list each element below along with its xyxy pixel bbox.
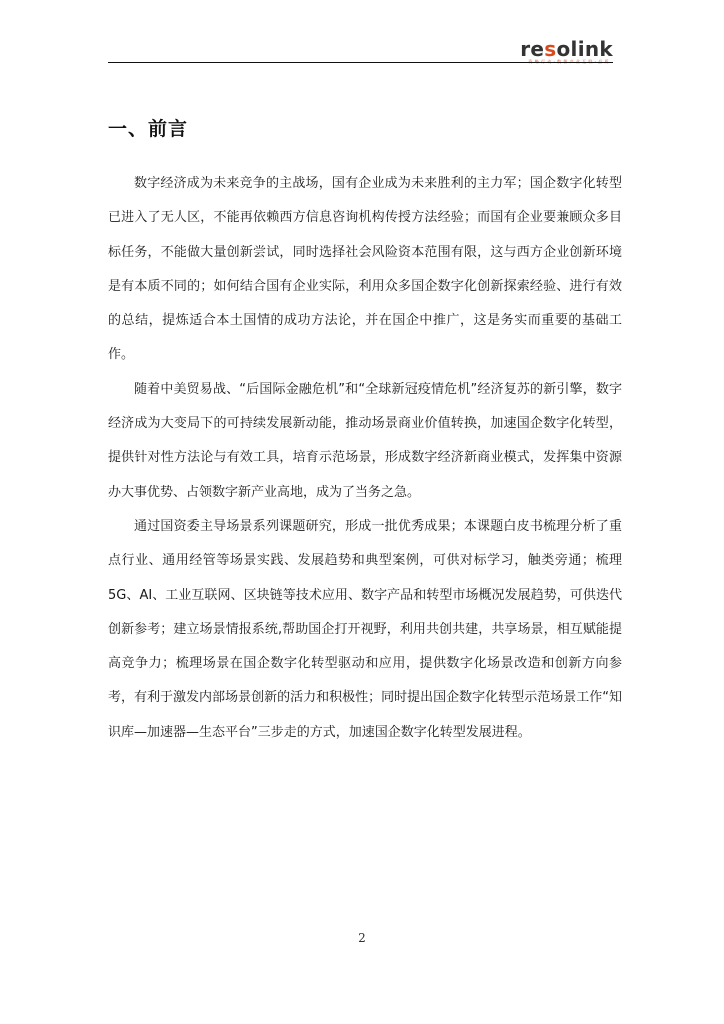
page-number: 2 xyxy=(358,931,366,945)
paragraph-2: 随着中美贸易战、“后国际金融危机”和“全球新冠疫情危机”经济复苏的新引擎，数字经济成为大变局下的可持续发展新动能，推动场景商业价值转换，加速国企数字化转型，提供针对性方法论与有效工具，培育示范场景，形成数字经济新商业模式，发挥集中资源办大事优势、占领数字新产业高地，成为了当务之急。 xyxy=(108,381,622,500)
paragraph-1: 数字经济成为未来竞争的主战场，国有企业成为未来胜利的主力军；国企数字化转型已进入了无人区，不能再依赖西方信息咨询机构传授方法经验；而国有企业要兼顾众多目标任务，不能做大量创新尝试，同时选择社会风险资本范围有限，这与西方企业创新环境是有本质不同的；如何结合国有企业实际，利用众多国企数字化创新探索经验、进行有效的总结，提炼适合本土国情的成功方法论，并在国企中推广，这是务实而重要的基础工作。 xyxy=(108,176,622,363)
paragraph-3: 通过国资委主导场景系列课题研究，形成一批优秀成果；本课题白皮书梳理分析了重点行业、通用经管等场景实践、发展趋势和典型案例，可供对标学习，触类旁通；梳理 5G、AI、工业互联网、区块链等技术应用、数字产品和转型市场概况发展趋势，可供迭代创新参考；建立场景情报系统,帮助国企打开视野，利用共创共建，共享场景，相互赋能提高竞争力；梳理场景在国企数字化转型驱动和应用，提供数字化场景改造和创新方向参考，有利于激发内部场景创新的活力和积极性；同时提出国企数字化转型示范场景工作“知识库—加速器—生态平台”三步走的方式，加速国企数字化转型发展进程。 xyxy=(108,518,622,740)
section-heading: 一、前言 xyxy=(108,118,189,140)
body-text xyxy=(108,167,622,750)
page-header xyxy=(108,38,613,64)
logo-wordmark: resolink xyxy=(520,37,613,61)
header-divider xyxy=(108,62,613,63)
